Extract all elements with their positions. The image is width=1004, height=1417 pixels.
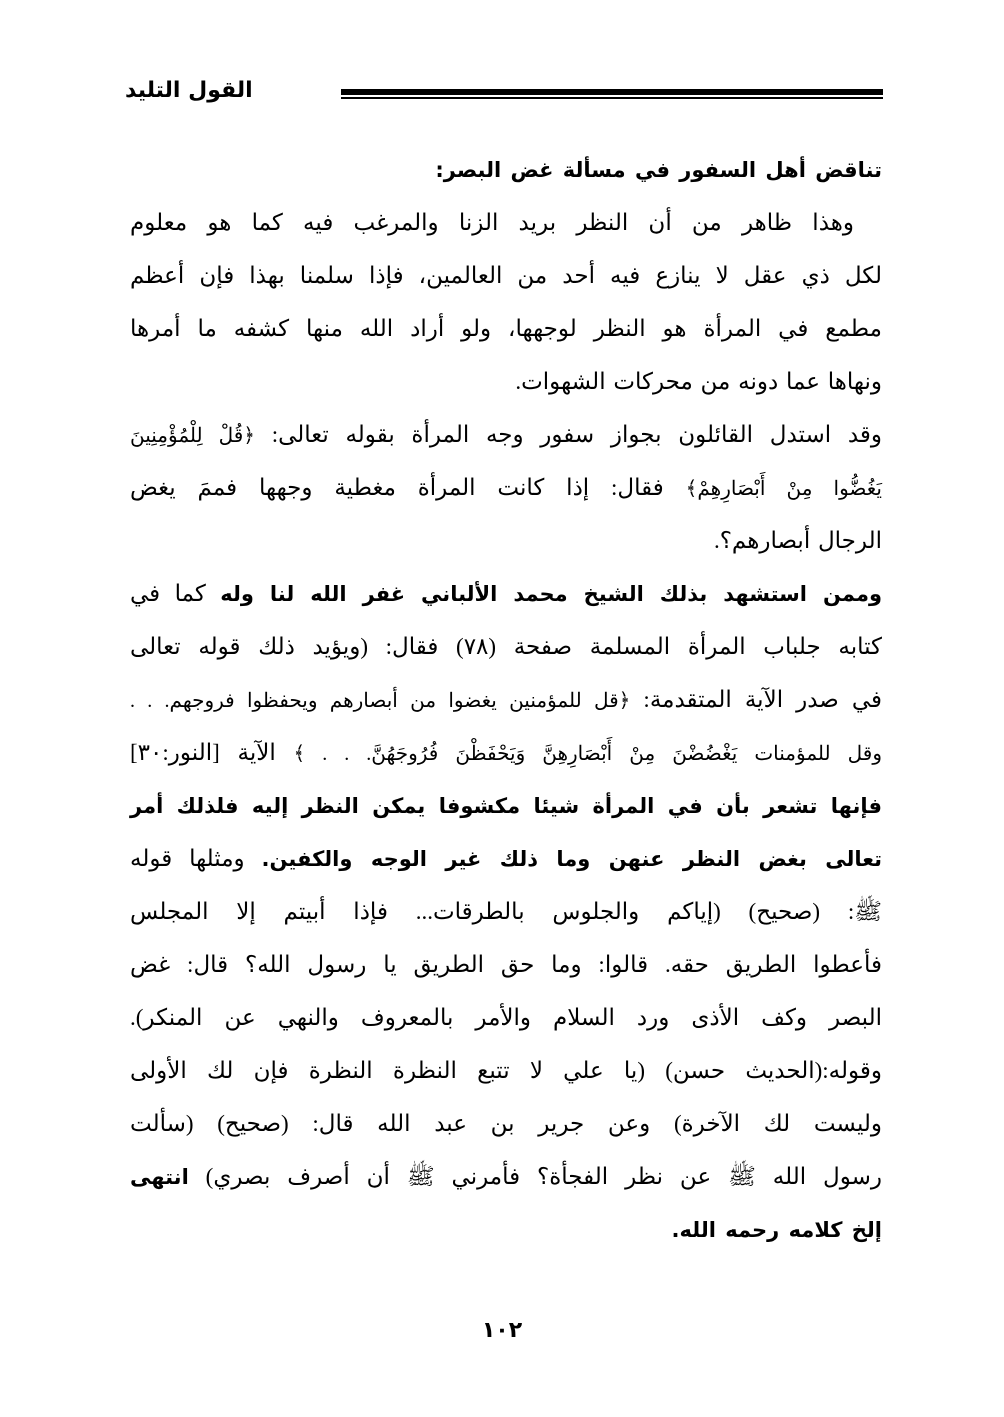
text-line [130, 733, 882, 786]
text-line [130, 839, 882, 892]
text-segment: الرجال أبصارهم؟. [713, 528, 882, 553]
text-line [130, 468, 882, 521]
text-line [130, 892, 882, 945]
text-segment: كما في [130, 581, 221, 606]
text-line [130, 415, 882, 468]
bold-text: انتهى [130, 1165, 189, 1189]
quran-quote: وقل للمؤمنات يَغْضُضْنَ مِنْ أَبْصَارِهِنَّ وَيَحْفَظْنَ فُرُوجَهُنَّ. . . ﴾ [293, 743, 882, 765]
page-body [130, 150, 882, 1263]
text-line [130, 309, 882, 362]
text-segment: البصر وكف الأذى ورد السلام والأمر بالمعروف والنهي عن المنكر). [130, 1005, 882, 1030]
header-rule-thin [341, 97, 883, 99]
text-line [130, 1104, 882, 1157]
text-line [130, 627, 882, 680]
text-segment: رسول الله ﷺ عن نظر الفجأة؟ فأمرني ﷺ أن أصرف بصري) [188, 1164, 882, 1189]
bold-text: وممن استشهد بذلك الشيخ محمد الألباني غفر الله لنا وله [220, 582, 882, 606]
text-line [130, 1051, 882, 1104]
text-line [130, 203, 882, 256]
text-line [130, 680, 882, 733]
quran-quote: ﴿قُلْ لِلْمُؤْمِنِينَ [130, 425, 255, 447]
section-heading [130, 150, 882, 203]
text-segment: فأعطوا الطريق حقه. قالوا: وما حق الطريق يا رسول الله؟ قال: غض [130, 952, 882, 977]
header-rule [341, 89, 883, 95]
text-segment: ﷺ: (صحيح) (إياكم والجلوس بالطرقات... فإذا أبيتم إلا المجلس [130, 899, 882, 924]
text-line [130, 945, 882, 998]
text-line [130, 1157, 882, 1210]
text-segment: وقد استدل القائلون بجواز سفور وجه المرأة بقوله تعالى: [255, 422, 882, 447]
text-segment: ونهاها عما دونه من محركات الشهوات. [515, 369, 882, 394]
text-segment: مطمع في المرأة هو النظر لوجهها، ولو أراد الله منها كشفه ما أمرها [130, 316, 882, 341]
text-segment: وقوله:(الحديث حسن) (يا علي لا تتبع النظرة النظرة فإن لك الأولى [130, 1058, 882, 1083]
text-segment: فقال: إذا كانت المرأة مغطية وجهها فممَ يغض [130, 475, 686, 500]
quran-quote: ﴿قل للمؤمنين يغضوا من أبصارهم ويحفظوا فروجهم. . . [130, 690, 631, 712]
text-line [130, 998, 882, 1051]
bold-text: تناقض أهل السفور في مسألة غض البصر: [435, 158, 882, 182]
text-line [130, 362, 882, 415]
text-line [130, 1210, 882, 1263]
text-segment: في صدر الآية المتقدمة: [630, 687, 883, 712]
bold-text: إلخ كلامه رحمه الله. [671, 1218, 882, 1242]
text-segment: وليست لك الآخرة) وعن جرير بن عبد الله قال: (صحيح) (سألت [130, 1111, 882, 1136]
text-segment: ومثلها قوله [130, 846, 262, 871]
bold-text: تعالى بغض النظر عنهن وما ذلك غير الوجه والكفين. [261, 847, 882, 871]
text-line [130, 574, 882, 627]
text-line [130, 521, 882, 574]
text-line [130, 786, 882, 839]
header-title: القول التليد [125, 78, 253, 103]
page-number: ١٠٢ [481, 1318, 523, 1343]
running-header [125, 78, 883, 108]
text-line [130, 256, 882, 309]
text-segment: لكل ذي عقل لا ينازع فيه أحد من العالمين، فإذا سلمنا بهذا فإن أعظم [130, 263, 882, 288]
text-segment: وهذا ظاهر من أن النظر بريد الزنا والمرغب فيه كما هو معلوم [130, 210, 854, 235]
quran-quote: يَغُضُّوا مِنْ أَبْصَارِهِمْ﴾ [685, 478, 882, 500]
bold-text: فإنها تشعر بأن في المرأة شيئا مكشوفا يمكن النظر إليه فلذلك أمر [130, 794, 882, 818]
text-segment: الآية [النور:٣٠] [130, 740, 294, 765]
text-segment: كتابه جلباب المرأة المسلمة صفحة (٧٨) فقال: (ويؤيد ذلك قوله تعالى [130, 634, 883, 659]
